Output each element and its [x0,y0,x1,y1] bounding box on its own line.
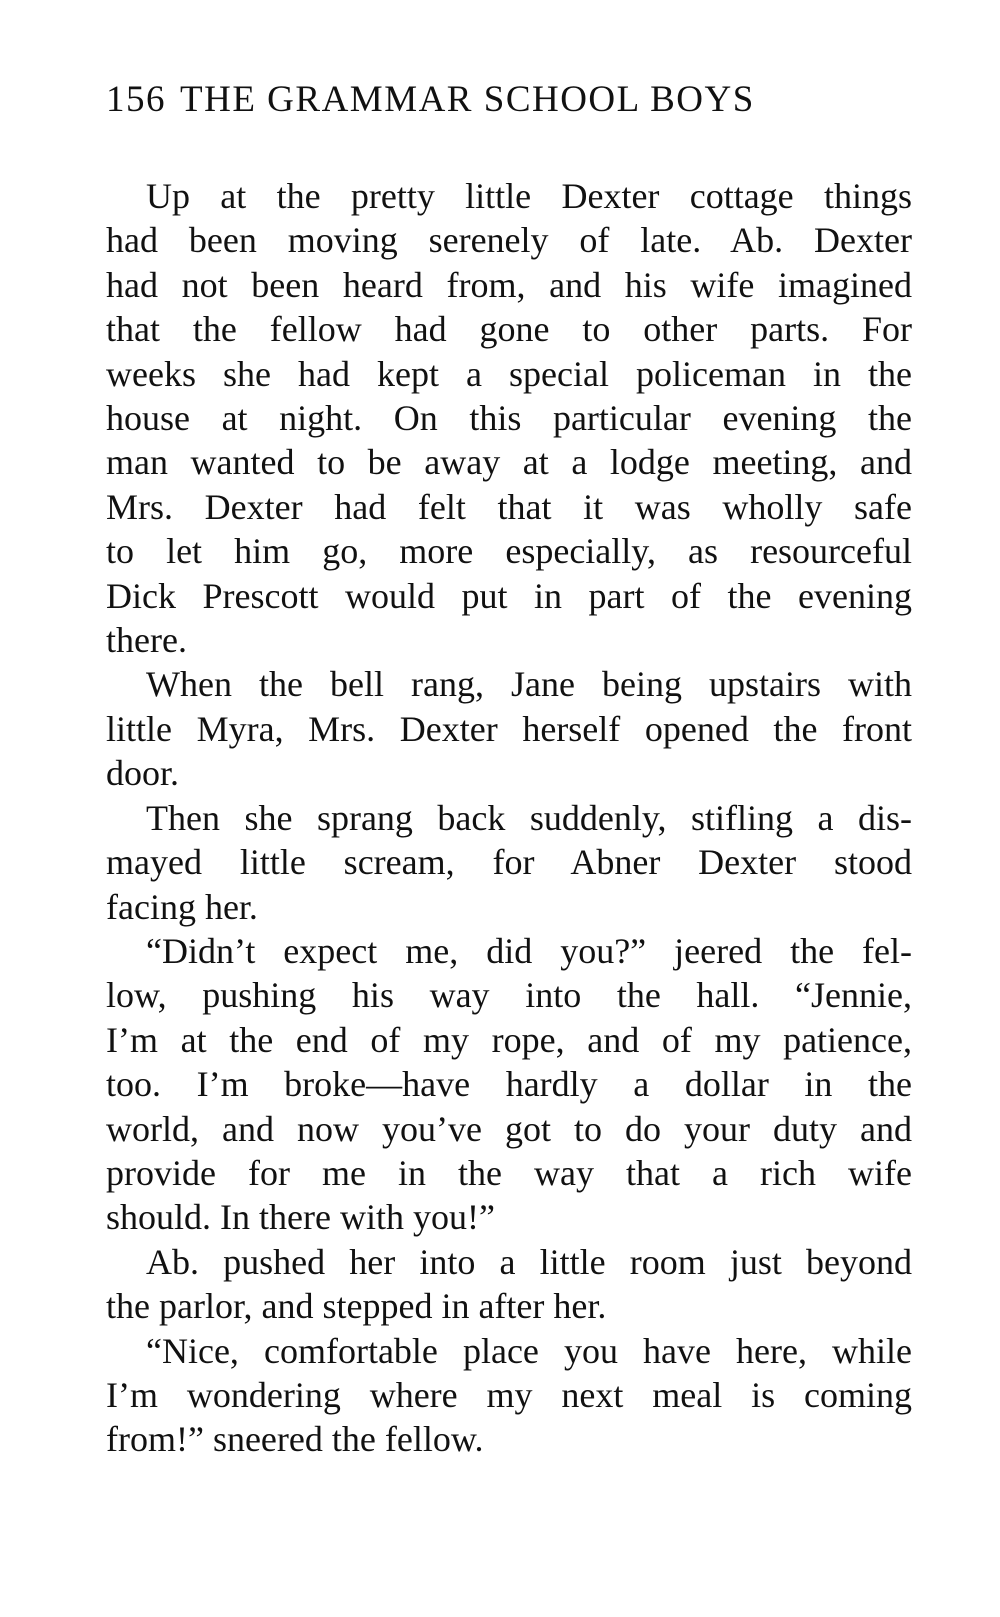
text-line: the parlor, and stepped in after her. [106,1286,607,1327]
text-line: there. [106,620,187,661]
text-line: Dick Prescott would put in part of the evening [106,575,912,616]
text-line: provide for me in the way that a rich wife [106,1152,912,1193]
paragraph [106,662,912,795]
text-line: mayed little scream, for Abner Dexter stood [106,842,912,883]
text-line: When the bell rang, Jane being upstairs with [146,664,912,705]
text-line: Up at the pretty little Dexter cottage things [146,176,912,216]
text-line: world, and now you’ve got to do your duty and [106,1108,912,1149]
paragraph [106,796,912,929]
text-line: “Nice, comfortable place you have here, while [146,1330,912,1371]
book-page [106,78,912,1462]
text-line: to let him go, more especially, as resourceful [106,531,912,572]
text-line: too. I’m broke—have hardly a dollar in the [106,1064,912,1105]
text-line: from!” sneered the fellow. [106,1419,484,1460]
text-line: I’m at the end of my rope, and of my patience, [106,1019,912,1060]
text-line: low, pushing his way into the hall. “Jennie, [106,975,912,1016]
text-line: weeks she had kept a special policeman in the [106,353,912,394]
text-line: “Didn’t expect me, did you?” jeered the fel- [146,930,912,971]
paragraph [106,174,912,662]
running-title: THE GRAMMAR SCHOOL BOYS [180,79,755,120]
text-line: door. [106,753,180,794]
running-head [106,78,912,122]
text-line: had been moving serenely of late. Ab. Dexter [106,220,912,261]
text-line: house at night. On this particular evening the [106,398,912,439]
text-line: that the fellow had gone to other parts. For [106,309,912,350]
text-line: Ab. pushed her into a little room just beyond [146,1241,912,1282]
text-line: Mrs. Dexter had felt that it was wholly safe [106,486,912,527]
text-line: little Myra, Mrs. Dexter herself opened the front [106,708,912,749]
text-line: man wanted to be away at a lodge meeting, and [106,442,912,483]
page-number: 156 [106,79,166,120]
text-line: I’m wondering where my next meal is coming [106,1374,912,1415]
paragraph [106,929,912,1240]
text-line: had not been heard from, and his wife imagined [106,264,912,305]
paragraph [106,1240,912,1329]
paragraph [106,1329,912,1462]
text-line: should. In there with you!” [106,1197,495,1238]
body-text [106,174,912,1462]
text-line: facing her. [106,886,258,927]
text-line: Then she sprang back suddenly, stifling a dis- [146,797,912,838]
